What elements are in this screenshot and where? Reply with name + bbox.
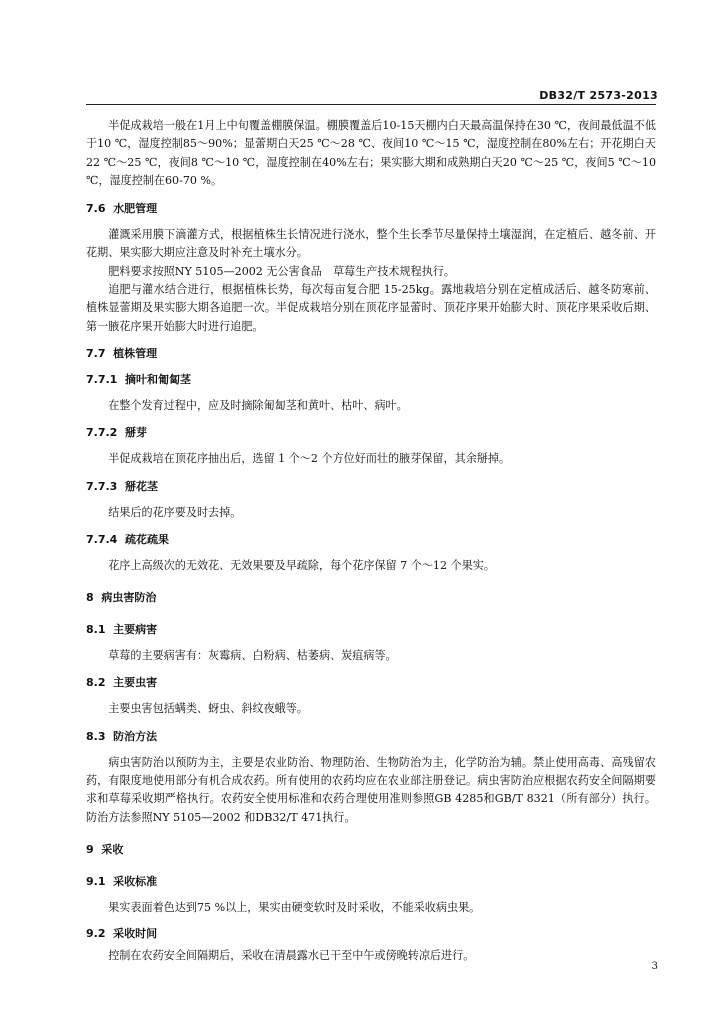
page-number: 3 bbox=[651, 961, 658, 972]
heading-title: 采收时间 bbox=[113, 927, 158, 941]
heading-8 bbox=[86, 589, 656, 605]
heading-title: 疏花疏果 bbox=[125, 532, 169, 546]
heading-9 bbox=[86, 841, 656, 857]
heading-title: 防治方法 bbox=[113, 729, 158, 743]
paragraph-8-2: 主要虫害包括螨类、蚜虫、斜纹夜蛾等。 bbox=[108, 702, 308, 716]
heading-8-3 bbox=[86, 728, 656, 744]
paragraph-8-1: 草莓的主要病害有：灰霉病、白粉病、枯萎病、炭疽病等。 bbox=[108, 649, 397, 663]
paragraph-7-7-1: 在整个发育过程中，应及时摘除匍匐茎和黄叶、枯叶、病叶。 bbox=[108, 398, 408, 412]
paragraph-7-7-4: 花序上高级次的无效花、无效果要及早疏除，每个花序保留 7 个～12 个果实。 bbox=[108, 558, 495, 572]
heading-title: 主要病害 bbox=[113, 623, 158, 637]
paragraph-9-2: 控制在农药安全间隔期后，采收在清晨露水已干至中午或傍晚转凉后进行。 bbox=[108, 949, 475, 963]
heading-title: 病虫害防治 bbox=[101, 591, 157, 605]
heading-number: 9.2 bbox=[86, 927, 106, 941]
paragraph-7-7-2: 半促成栽培在顶花序抽出后，选留 1 个～2 个方位好而壮的腋芽保留，其余掰掉。 bbox=[108, 452, 511, 466]
heading-title: 植株管理 bbox=[113, 346, 158, 360]
paragraph-8-3: 病虫害防治以预防为主，主要是农业防治、物理防治、生物防治为主，化学防治为辅。禁止使用高毒、高残留农药，有限度地使用部分有机合成农药。所有使用的农药均应在农业部注册登记。病虫害防治应根据农药安全间隔期要求和草莓采收期严格执行。农药安全使用标准和农药合理使用准则参照GB 4285和GB/T 8321（所有部分）执行。防治方法参照NY 5105—2002 和DB32/T 471执行。 bbox=[86, 755, 656, 824]
heading-8-1 bbox=[86, 621, 656, 637]
paragraph-7-7-3: 结果后的花序要及时去掉。 bbox=[108, 505, 242, 519]
heading-title: 掰芽 bbox=[125, 426, 147, 440]
heading-number: 7.7.4 bbox=[86, 532, 118, 546]
heading-number: 7.7.2 bbox=[86, 426, 118, 440]
heading-number: 9 bbox=[86, 842, 94, 856]
heading-number: 7.6 bbox=[86, 202, 106, 216]
heading-7-6 bbox=[86, 200, 656, 216]
heading-title: 摘叶和匍匐茎 bbox=[125, 372, 191, 386]
heading-7-7-1 bbox=[86, 371, 656, 387]
paragraph-7-6-fertilizer: 肥料要求按照NY 5105—2002 无公害食品 草莓生产技术规程执行。 bbox=[108, 264, 455, 278]
heading-number: 8 bbox=[86, 591, 94, 605]
heading-8-2 bbox=[86, 674, 656, 690]
heading-7-7 bbox=[86, 345, 656, 361]
paragraph-9-1: 果实表面着色达到75 %以上，果实由硬变软时及时采收，不能采收病虫果。 bbox=[108, 900, 481, 914]
heading-9-2 bbox=[86, 925, 656, 941]
heading-title: 采收标准 bbox=[113, 874, 158, 888]
paragraph-7-6-topdressing: 追肥与灌水结合进行，根据植株长势，每次每亩复合肥 15-25kg。露地栽培分别在定植成活后、越冬防寒前、植株显蕾期及果实膨大期各追肥一次。半促成栽培分别在顶花序显蕾时、顶花序果开始膨大时、顶花序果采收后期、第一腋花序果开始膨大时进行追肥。 bbox=[86, 283, 656, 333]
heading-number: 8.1 bbox=[86, 623, 106, 637]
heading-number: 7.7.3 bbox=[86, 479, 118, 493]
heading-number: 8.2 bbox=[86, 676, 106, 690]
heading-7-7-4 bbox=[86, 531, 656, 547]
heading-number: 7.7.1 bbox=[86, 372, 118, 386]
heading-number: 7.7 bbox=[86, 346, 106, 360]
header-rule bbox=[86, 104, 656, 105]
heading-title: 水肥管理 bbox=[113, 202, 158, 216]
heading-title: 主要虫害 bbox=[113, 676, 158, 690]
heading-9-1 bbox=[86, 873, 656, 889]
heading-number: 8.3 bbox=[86, 729, 106, 743]
paragraph-7-5-temperature: 半促成栽培一般在1月上中旬覆盖棚膜保温。棚膜覆盖后10-15天棚内白天最高温保持在30 ℃，夜间最低温不低于10 ℃，湿度控制85～90%；显蕾期白天25 ℃～28 ℃、夜间10 ℃～15 ℃，湿度控制在80%左右；开花期白天22 ℃～25 ℃，夜间8 ℃～10 ℃，湿度控制在40%左右；果实膨大期和成熟期白天20 ℃～25 ℃，夜间5 ℃～10 ℃，湿度控制在60-70 %。 bbox=[86, 119, 656, 187]
heading-title: 采收 bbox=[101, 842, 124, 856]
heading-title: 掰花茎 bbox=[125, 479, 158, 493]
paragraph-7-6-irrigation: 灌溉采用膜下滴灌方式，根据植株生长情况进行浇水，整个生长季节尽量保持土壤湿润，在定植后、越冬前、开花期、果实膨大期应注意及时补充土壤水分。 bbox=[86, 228, 656, 260]
heading-7-7-2 bbox=[86, 424, 656, 440]
heading-7-7-3 bbox=[86, 478, 656, 494]
heading-number: 9.1 bbox=[86, 874, 106, 888]
standard-code: DB32/T 2573-2013 bbox=[539, 89, 658, 102]
page-content bbox=[86, 117, 656, 966]
